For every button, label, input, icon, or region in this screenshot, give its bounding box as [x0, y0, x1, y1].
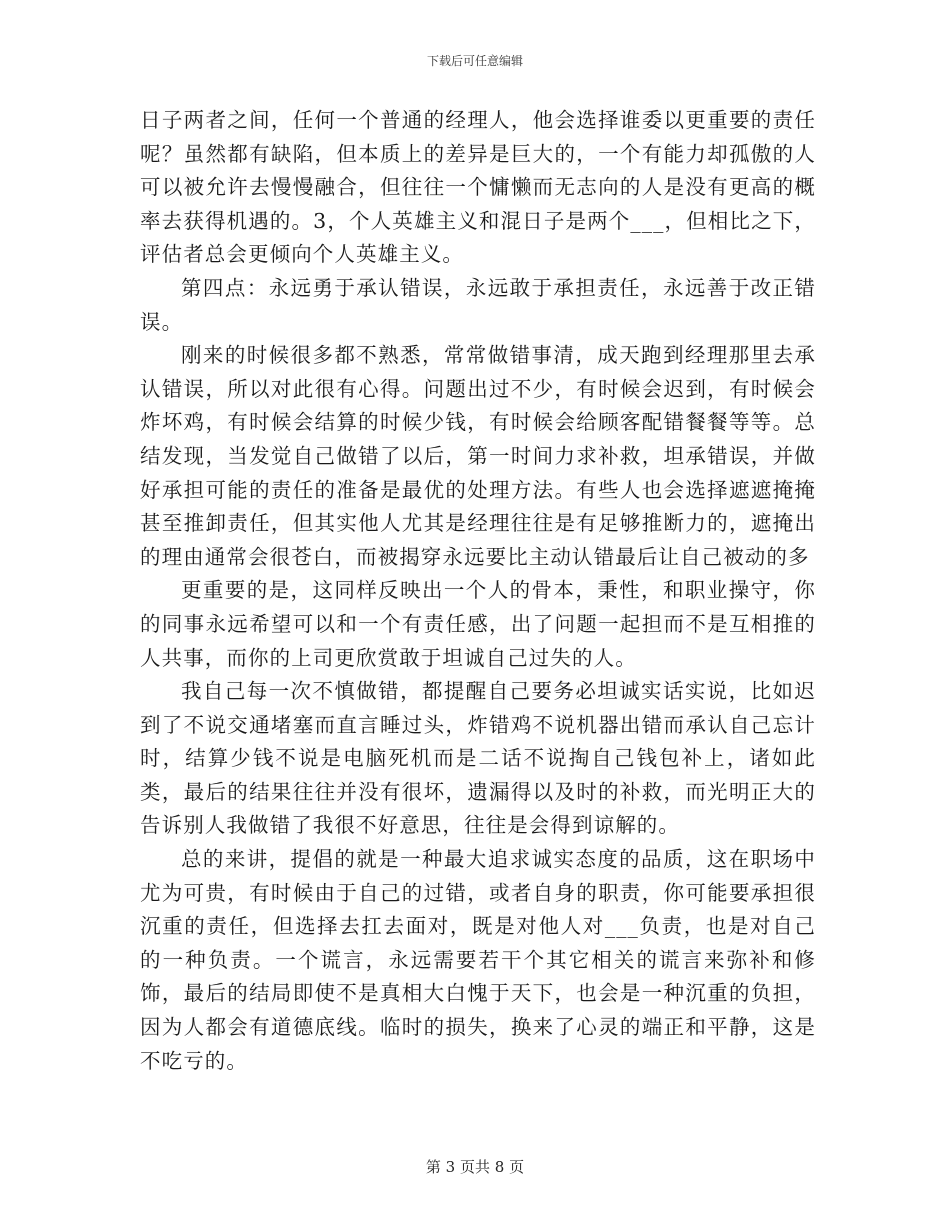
paragraph-continuation: 日子两者之间，任何一个普通的经理人，他会选择谁委以更重要的责任呢？虽然都有缺陷，但本质上的差异是巨大的，一个有能力却孤傲的人可以被允许去慢慢融合，但往往一个慵懒而无志向的人是没有更高的概率去获得机遇的。3，个人英雄主义和混日子是两个___，但相比之下，评估者总会更倾向个人英雄主义。: [140, 108, 816, 267]
paragraph-point-four-heading: 第四点：永远勇于承认错误，永远敢于承担责任，永远善于改正错误。: [140, 275, 816, 334]
page-header: 下载后可任意编辑: [426, 54, 523, 68]
document-body: [140, 104, 816, 1078]
page-footer: 第 3 页共 8 页: [425, 1158, 525, 1176]
paragraph-conclusion: 总的来讲，提倡的就是一种最大追求诚实态度的品质，这在职场中尤为可贵，有时候由于自己的过错，或者自身的职责，你可能要承担很沉重的责任，但选择去扛去面对，既是对他人对___负责，也是对自己的一种负责。一个谎言，永远需要若干个其它相关的谎言来弥补和修饰，最后的结局即使不是真相大白愧于天下，也会是一种沉重的负担，因为人都会有道德底线。临时的损失，换来了心灵的端正和平静，这是不吃亏的。: [140, 847, 816, 1073]
paragraph-integrity: 更重要的是，这同样反映出一个人的骨本，秉性，和职业操守，你的同事永远希望可以和一个有责任感，出了问题一起担而不是互相推的人共事，而你的上司更欣赏敢于坦诚自己过失的人。: [140, 578, 816, 670]
paragraph-early-mistakes: 刚来的时候很多都不熟悉，常常做错事清，成天跑到经理那里去承认错误，所以对此很有心得。问题出过不少，有时候会迟到，有时候会炸坏鸡，有时候会结算的时候少钱，有时候会给顾客配错餐餐等等。总结发现，当发觉自己做错了以后，第一时间力求补救，坦承错误，并做好承担可能的责任的准备是最优的处理方法。有些人也会选择遮遮掩掩甚至推卸责任，但其实他人尤其是经理往往是有足够推断力的，遮掩出的理由通常会很苍白，而被揭穿永远要比主动认错最后让自己被动的多: [140, 343, 816, 569]
paragraph-personal-examples: 我自己每一次不慎做错，都提醒自己要务必坦诚实话实说，比如迟到了不说交通堵塞而直言睡过头，炸错鸡不说机器出错而承认自己忘计时，结算少钱不说是电脑死机而是二话不说掏自己钱包补上，诸如此类，最后的结果往往并没有很坏，遗漏得以及时的补救，而光明正大的告诉别人我做错了我很不好意思，往往是会得到谅解的。: [140, 679, 816, 838]
